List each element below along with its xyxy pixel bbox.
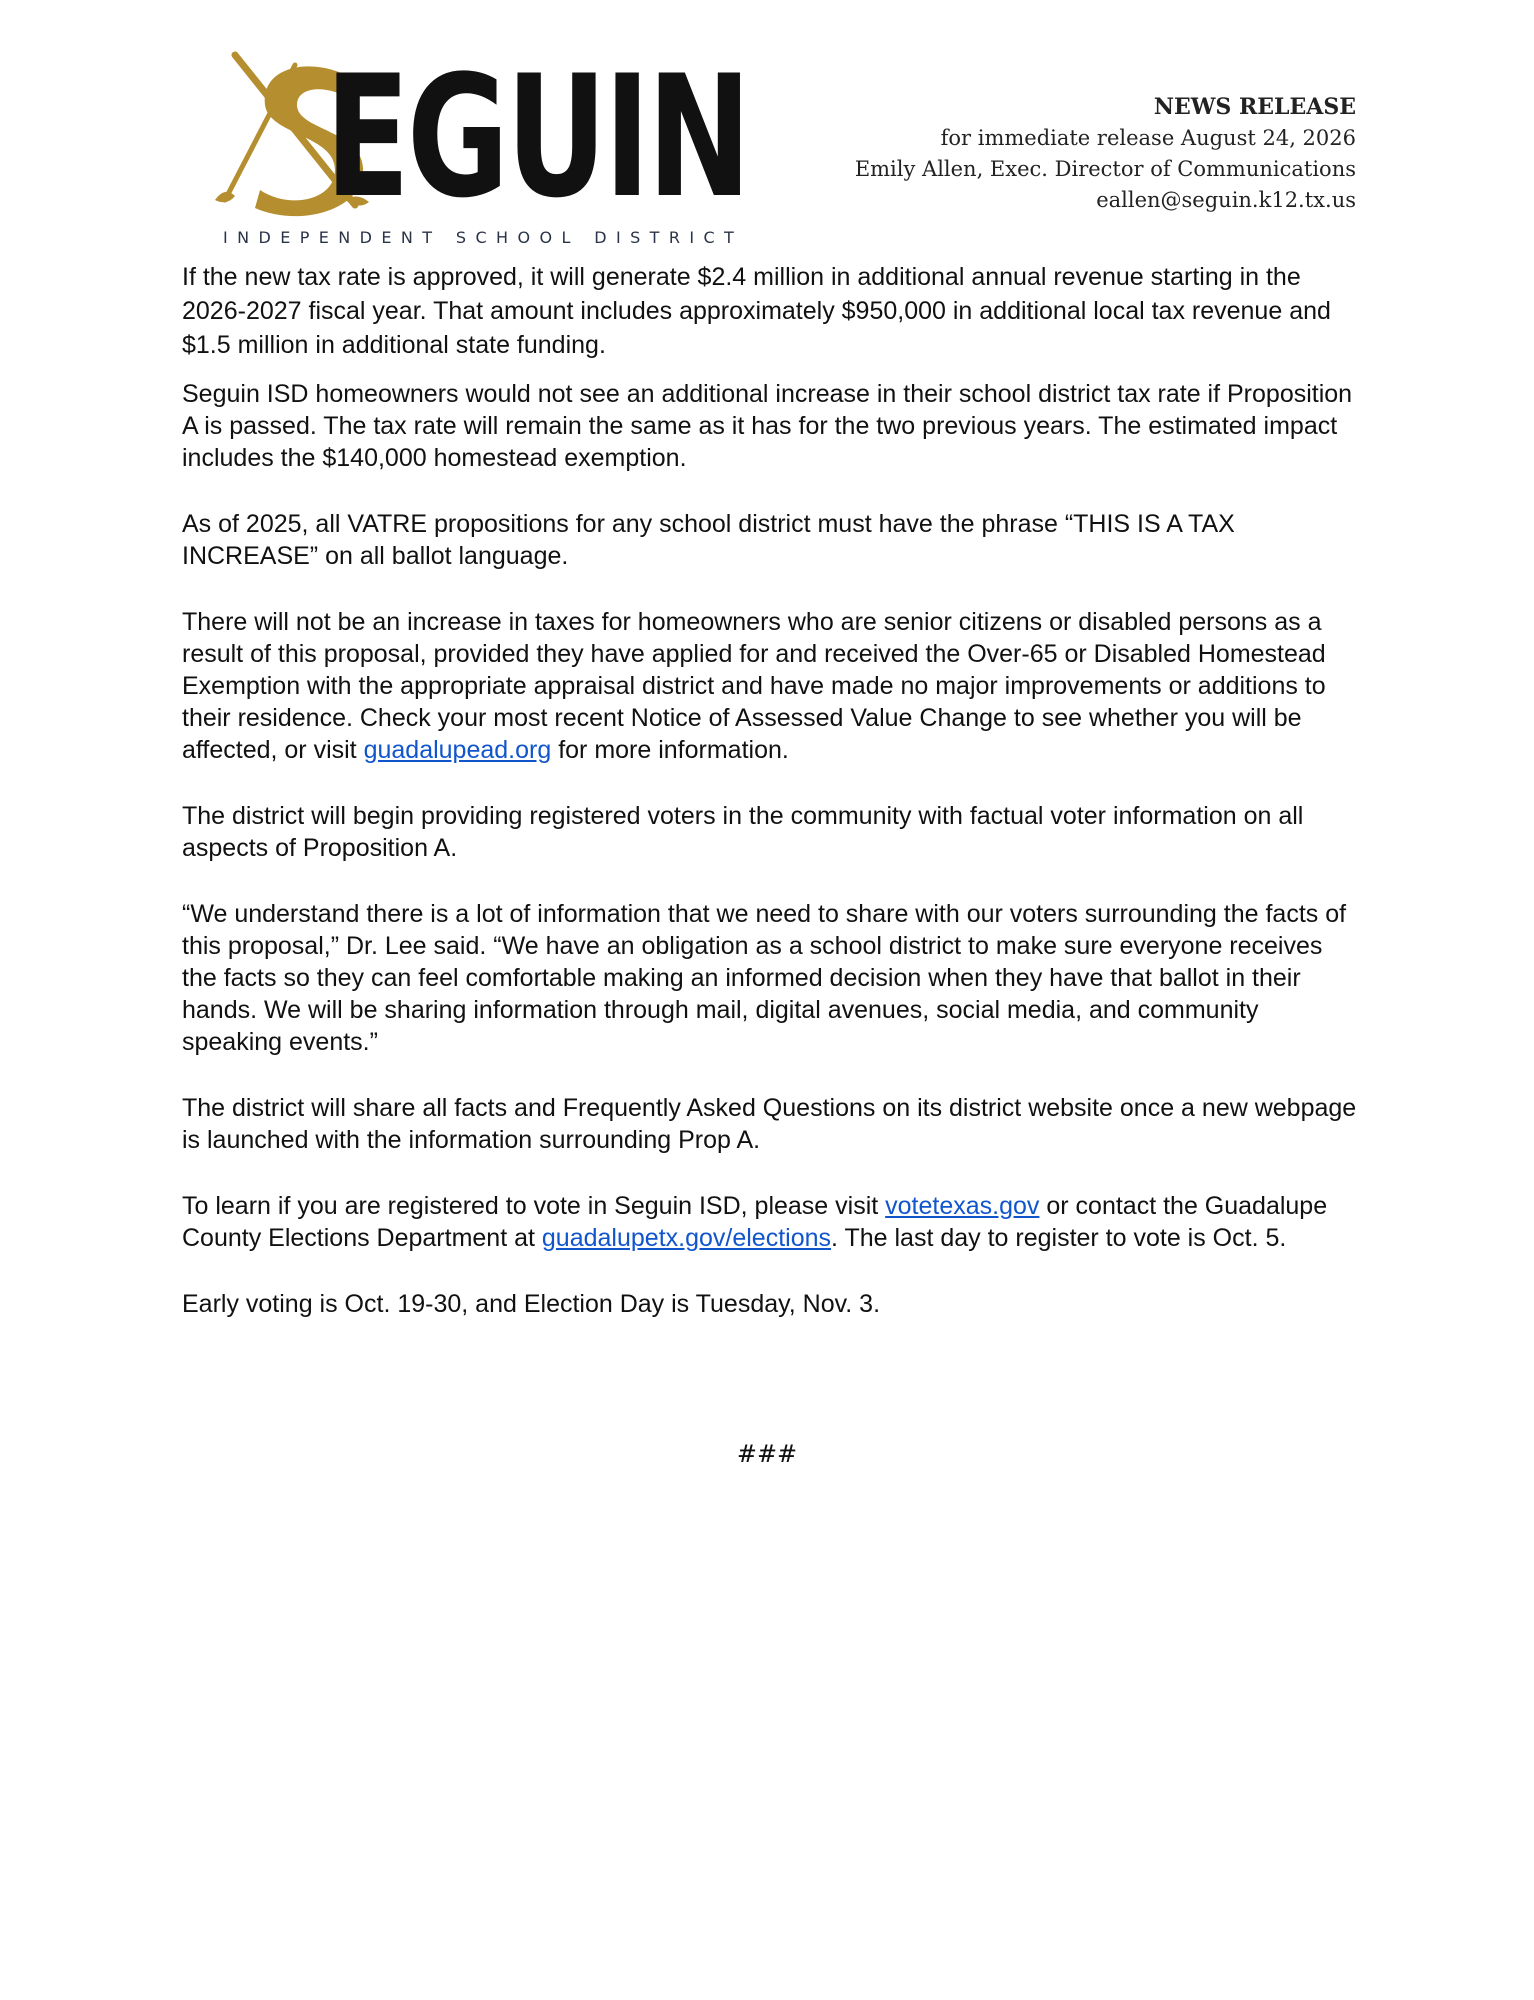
guadalupead-link[interactable]: guadalupead.org (363, 736, 552, 764)
votetexas-link[interactable]: votetexas.gov (885, 1192, 1040, 1220)
guadalupetx-elections-link[interactable]: guadalupetx.gov/elections (541, 1224, 832, 1252)
paragraph-voter-info: The district will begin providing registered voters in the community with factual voter information on all aspects of Proposition A. (182, 802, 1304, 862)
paragraph-vatre: As of 2025, all VATRE propositions for any school district must have the phrase “THIS IS A TAX INCREASE” on all ballot language. (182, 510, 1235, 570)
paragraph-voting-dates: Early voting is Oct. 19-30, and Election Day is Tuesday, Nov. 3. (182, 1290, 881, 1318)
paragraph-seniors: There will not be an increase in taxes for homeowners who are senior citizens or disabled persons as a result of this proposal, provided they have applied for and received the Over-65 or Disabled Homestead Exemption with the appropriate appraisal district and have made no major improvements or additions to their residence. Check your most recent Notice of Assessed Value Change to see whether you will be affected, or visit guadalupead.org for more information. (182, 608, 1326, 764)
paragraph-registration: To learn if you are registered to vote in Seguin ISD, please visit votetexas.gov or contact the Guadalupe County Elections Department at guadalupetx.gov/elections. The last day to register to vote is Oct. 5. (182, 1192, 1328, 1252)
paragraph-quote: “We understand there is a lot of information that we need to share with our voters surrounding the facts of this proposal,” Dr. Lee said. “We have an obligation as a school district to make sure everyone receives the facts so they can feel comfortable making an informed decision when they have that ballot in their hands. We will be sharing information through mail, digital avenues, social media, and community speaking events.” (182, 900, 1347, 1056)
paragraph-homeowners: Seguin ISD homeowners would not see an additional increase in their school district tax rate if Proposition A is passed. The tax rate will remain the same as it has for the two previous years. The estimated impact includes the $140,000 homestead exemption. (182, 380, 1353, 472)
news-release-label: NEWS RELEASE (1153, 94, 1356, 120)
logo-subtitle: INDEPENDENT SCHOOL DISTRICT (223, 228, 744, 247)
seguin-isd-logo (205, 39, 749, 250)
end-mark: ### (736, 1440, 798, 1468)
contact-email: eallen@seguin.k12.tx.us (1096, 188, 1356, 212)
paragraph-website: The district will share all facts and Frequently Asked Questions on its district website once a new webpage is launched with the information surrounding Prop A. (182, 1094, 1357, 1154)
release-body (182, 260, 1362, 1354)
logo-wordmark: EGUIN (325, 39, 749, 235)
release-header (855, 92, 1356, 216)
paragraph-revenue: If the new tax rate is approved, it will generate $2.4 million in additional annual revenue starting in the 2026-2027 fiscal year. That amount includes approximately $950,000 in additional local tax revenue and $1.5 million in additional state funding. (182, 263, 1331, 359)
contact-line: Emily Allen, Exec. Director of Communications (854, 157, 1356, 181)
release-date-line: for immediate release August 24, 2026 (940, 126, 1356, 150)
